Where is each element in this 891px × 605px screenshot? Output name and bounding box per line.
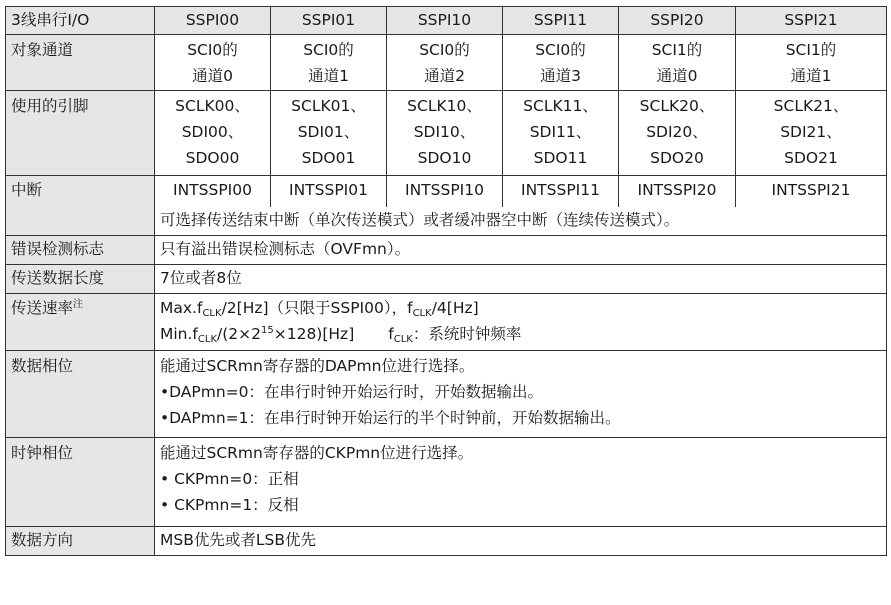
cell-line: SCLK01、 (291, 97, 366, 115)
header-channel: SSPI01 (271, 7, 387, 35)
data-length-value: 7位或者8位 (155, 265, 887, 294)
cell-line: SCI0的 (187, 41, 238, 59)
cell-line: SDO10 (417, 149, 472, 167)
interrupt-cell: INTSSPI00 (155, 176, 271, 208)
cell-line: SCI0的 (303, 41, 354, 59)
interrupt-cell: INTSSPI21 (736, 176, 887, 208)
clock-phase-line: 能通过SCRmn寄存器的CKPmn位进行选择。 (160, 444, 474, 462)
min-rate-mid: /(2×2 (217, 325, 261, 343)
clock-phase-value (155, 438, 887, 527)
max-rate-mid: /2[Hz]（只限于SSPI00），f (221, 299, 413, 317)
row-label: 对象通道 (6, 35, 155, 91)
exponent: 15 (261, 325, 274, 336)
channel-cell (271, 35, 387, 91)
row-label: 传送数据长度 (6, 265, 155, 294)
cell-line: SDI21、 (780, 123, 842, 141)
min-rate-prefix: Min.f (160, 325, 198, 343)
clock-phase-line: • CKPmn=0：正相 (160, 470, 299, 488)
note-marker: 注 (73, 299, 84, 310)
cell-line: 通道2 (424, 67, 465, 85)
fclk-prefix: f (388, 325, 394, 343)
clock-phase-line: • CKPmn=1：反相 (160, 496, 299, 514)
cell-line: SDO01 (301, 149, 356, 167)
header-channel: SSPI00 (155, 7, 271, 35)
cell-line: 通道0 (192, 67, 233, 85)
cell-line: SDO21 (784, 149, 838, 167)
fclk-description: ：系统时钟频率 (412, 325, 522, 343)
header-channel: SSPI11 (503, 7, 619, 35)
fclk-subscript: CLK (412, 308, 432, 319)
row-label: 中断 (6, 176, 155, 236)
cell-line: SDO00 (185, 149, 240, 167)
cell-line: SDI10、 (413, 123, 476, 141)
min-rate-line (160, 321, 881, 347)
header-label: 3线串行I/O (6, 7, 155, 35)
target-channel-row (6, 35, 887, 91)
channel-cell (387, 35, 503, 91)
pin-cell (503, 91, 619, 176)
cell-line: SCLK21、 (773, 97, 849, 115)
data-length-row (6, 265, 887, 294)
data-direction-row (6, 527, 887, 556)
cell-line: SCLK10、 (407, 97, 482, 115)
min-rate-suffix: ×128)[Hz] (273, 325, 355, 343)
row-label: 数据相位 (6, 351, 155, 438)
clock-phase-row (6, 438, 887, 527)
cell-line: SCLK20、 (639, 97, 715, 115)
row-label: 使用的引脚 (6, 91, 155, 176)
interrupt-cell: INTSSPI10 (387, 176, 503, 208)
cell-line: SCI1的 (785, 41, 837, 59)
fclk-subscript: CLK (393, 334, 413, 345)
transfer-rate-label: 传送速率 (11, 299, 74, 317)
error-flag-value: 只有溢出错误检测标志（OVFmn）。 (155, 236, 887, 265)
cell-line: SCLK00、 (175, 97, 250, 115)
cell-line: SDO20 (650, 149, 704, 167)
cell-line: 通道1 (308, 67, 349, 85)
row-label: 数据方向 (6, 527, 155, 556)
cell-line: SDI01、 (297, 123, 360, 141)
cell-line: SDO11 (533, 149, 588, 167)
pin-cell (387, 91, 503, 176)
data-phase-row (6, 351, 887, 438)
channel-cell (155, 35, 271, 91)
cell-line: 通道3 (540, 67, 581, 85)
pin-cell (736, 91, 887, 176)
interrupt-cell: INTSSPI11 (503, 176, 619, 208)
interrupt-cell: INTSSPI20 (619, 176, 736, 208)
cell-line: SDI20、 (646, 123, 708, 141)
cell-line: 通道1 (790, 67, 832, 85)
header-channel: SSPI21 (736, 7, 887, 35)
max-rate-line (160, 295, 881, 321)
cell-line: SCLK11、 (523, 97, 598, 115)
cell-line: 通道0 (656, 67, 698, 85)
header-row (6, 7, 887, 35)
max-rate-prefix: Max.f (160, 299, 203, 317)
row-label (6, 294, 155, 351)
row-label: 时钟相位 (6, 438, 155, 527)
cell-line: SDI11、 (529, 123, 592, 141)
channel-cell (619, 35, 736, 91)
max-rate-suffix: /4[Hz] (431, 299, 479, 317)
cell-line: SDI00、 (181, 123, 244, 141)
data-phase-value (155, 351, 887, 438)
interrupt-cell: INTSSPI01 (271, 176, 387, 208)
data-phase-line: •DAPmn=1：在串行时钟开始运行的半个时钟前，开始数据输出。 (160, 409, 621, 427)
pin-cell (619, 91, 736, 176)
pin-cell (271, 91, 387, 176)
pins-row (6, 91, 887, 176)
sspi-spec-table (5, 6, 887, 556)
interrupt-note: 可选择传送结束中断（单次传送模式）或者缓冲器空中断（连续传送模式）。 (155, 207, 887, 236)
interrupt-row (6, 176, 887, 208)
fclk-subscript: CLK (202, 308, 222, 319)
channel-cell (736, 35, 887, 91)
error-flag-row (6, 236, 887, 265)
pin-cell (155, 91, 271, 176)
cell-line: SCI0的 (535, 41, 586, 59)
data-phase-line: •DAPmn=0：在串行时钟开始运行时，开始数据输出。 (160, 383, 544, 401)
cell-line: SCI1的 (651, 41, 703, 59)
cell-line: SCI0的 (419, 41, 470, 59)
data-direction-value: MSB优先或者LSB优先 (155, 527, 887, 556)
row-label: 错误检测标志 (6, 236, 155, 265)
transfer-rate-row (6, 294, 887, 351)
fclk-subscript: CLK (197, 334, 218, 345)
transfer-rate-value (155, 294, 887, 351)
channel-cell (503, 35, 619, 91)
data-phase-line: 能通过SCRmn寄存器的DAPmn位进行选择。 (160, 357, 475, 375)
header-channel: SSPI10 (387, 7, 503, 35)
header-channel: SSPI20 (619, 7, 736, 35)
